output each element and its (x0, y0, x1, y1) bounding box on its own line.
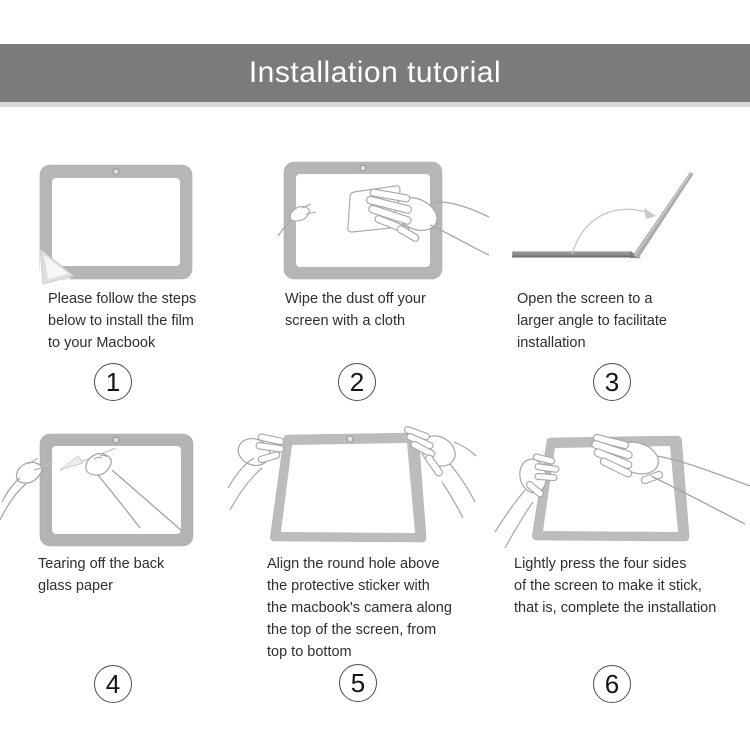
step-2-caption (285, 288, 426, 332)
film-corner-peel-icon (38, 162, 198, 284)
tablet-screen (281, 443, 415, 533)
align-film-two-hands-icon (228, 424, 476, 558)
caption-line: Lightly press the four sides (514, 556, 687, 572)
caption-line: Align the round hole above (267, 556, 440, 572)
caption-line: Tearing off the back (38, 556, 165, 572)
caption-line: top to bottom (267, 644, 352, 660)
caption-line: glass paper (38, 578, 113, 594)
step-2-illustration (278, 156, 490, 288)
caption-line: of the screen to make it stick, (514, 578, 702, 594)
camera-dot-icon (347, 436, 353, 442)
tablet-screen (52, 446, 181, 534)
page-title: Installation tutorial (248, 56, 502, 89)
caption-line: Please follow the steps (48, 291, 197, 307)
step-3-caption (517, 288, 667, 354)
step-1-illustration (38, 162, 198, 284)
wipe-cloth-icon (278, 156, 490, 288)
step-4-caption (38, 553, 164, 597)
step-5-number-badge (339, 664, 377, 702)
caption-line: that is, complete the installation (514, 600, 717, 616)
open-laptop-icon (500, 164, 710, 272)
caption-line: below to install the film (48, 313, 194, 329)
step-6-caption (514, 553, 716, 619)
tablet-screen (52, 178, 180, 266)
step-4-illustration (0, 428, 230, 550)
step-number: 4 (105, 668, 121, 699)
step-5-illustration (228, 424, 476, 558)
caption-line: to your Macbook (48, 335, 156, 351)
step-number: 1 (105, 366, 121, 397)
step-number: 2 (349, 366, 365, 397)
caption-line: the macbook's camera along (267, 600, 452, 616)
caption-line: the top of the screen, from (267, 622, 437, 638)
step-3-number-badge (593, 363, 631, 401)
press-sides-icon (495, 428, 750, 554)
step-2-number-badge (338, 363, 376, 401)
step-3-illustration (500, 164, 710, 272)
header-banner (0, 44, 750, 107)
step-number: 3 (604, 366, 620, 397)
step-6-illustration (495, 428, 750, 554)
step-number: 5 (350, 667, 366, 698)
laptop-screen-open (633, 172, 694, 259)
camera-dot-icon (360, 165, 366, 171)
step-6-number-badge (593, 665, 631, 703)
caption-line: larger angle to facilitate (517, 313, 667, 329)
caption-line: the protective sticker with (267, 578, 430, 594)
step-5-caption (267, 553, 452, 663)
laptop-screen-highlight (635, 174, 691, 256)
caption-line: installation (517, 335, 586, 351)
camera-dot-icon (113, 169, 119, 175)
camera-dot-icon (113, 437, 119, 443)
laptop-base-shadow (512, 256, 632, 258)
caption-line: screen with a cloth (285, 313, 406, 329)
step-number: 6 (604, 668, 620, 699)
step-1-number-badge (94, 363, 132, 401)
tear-back-paper-icon (0, 428, 230, 550)
step-1-caption (48, 288, 196, 354)
step-4-number-badge (94, 665, 132, 703)
caption-line: Wipe the dust off your (285, 291, 426, 307)
caption-line: Open the screen to a (517, 291, 653, 307)
